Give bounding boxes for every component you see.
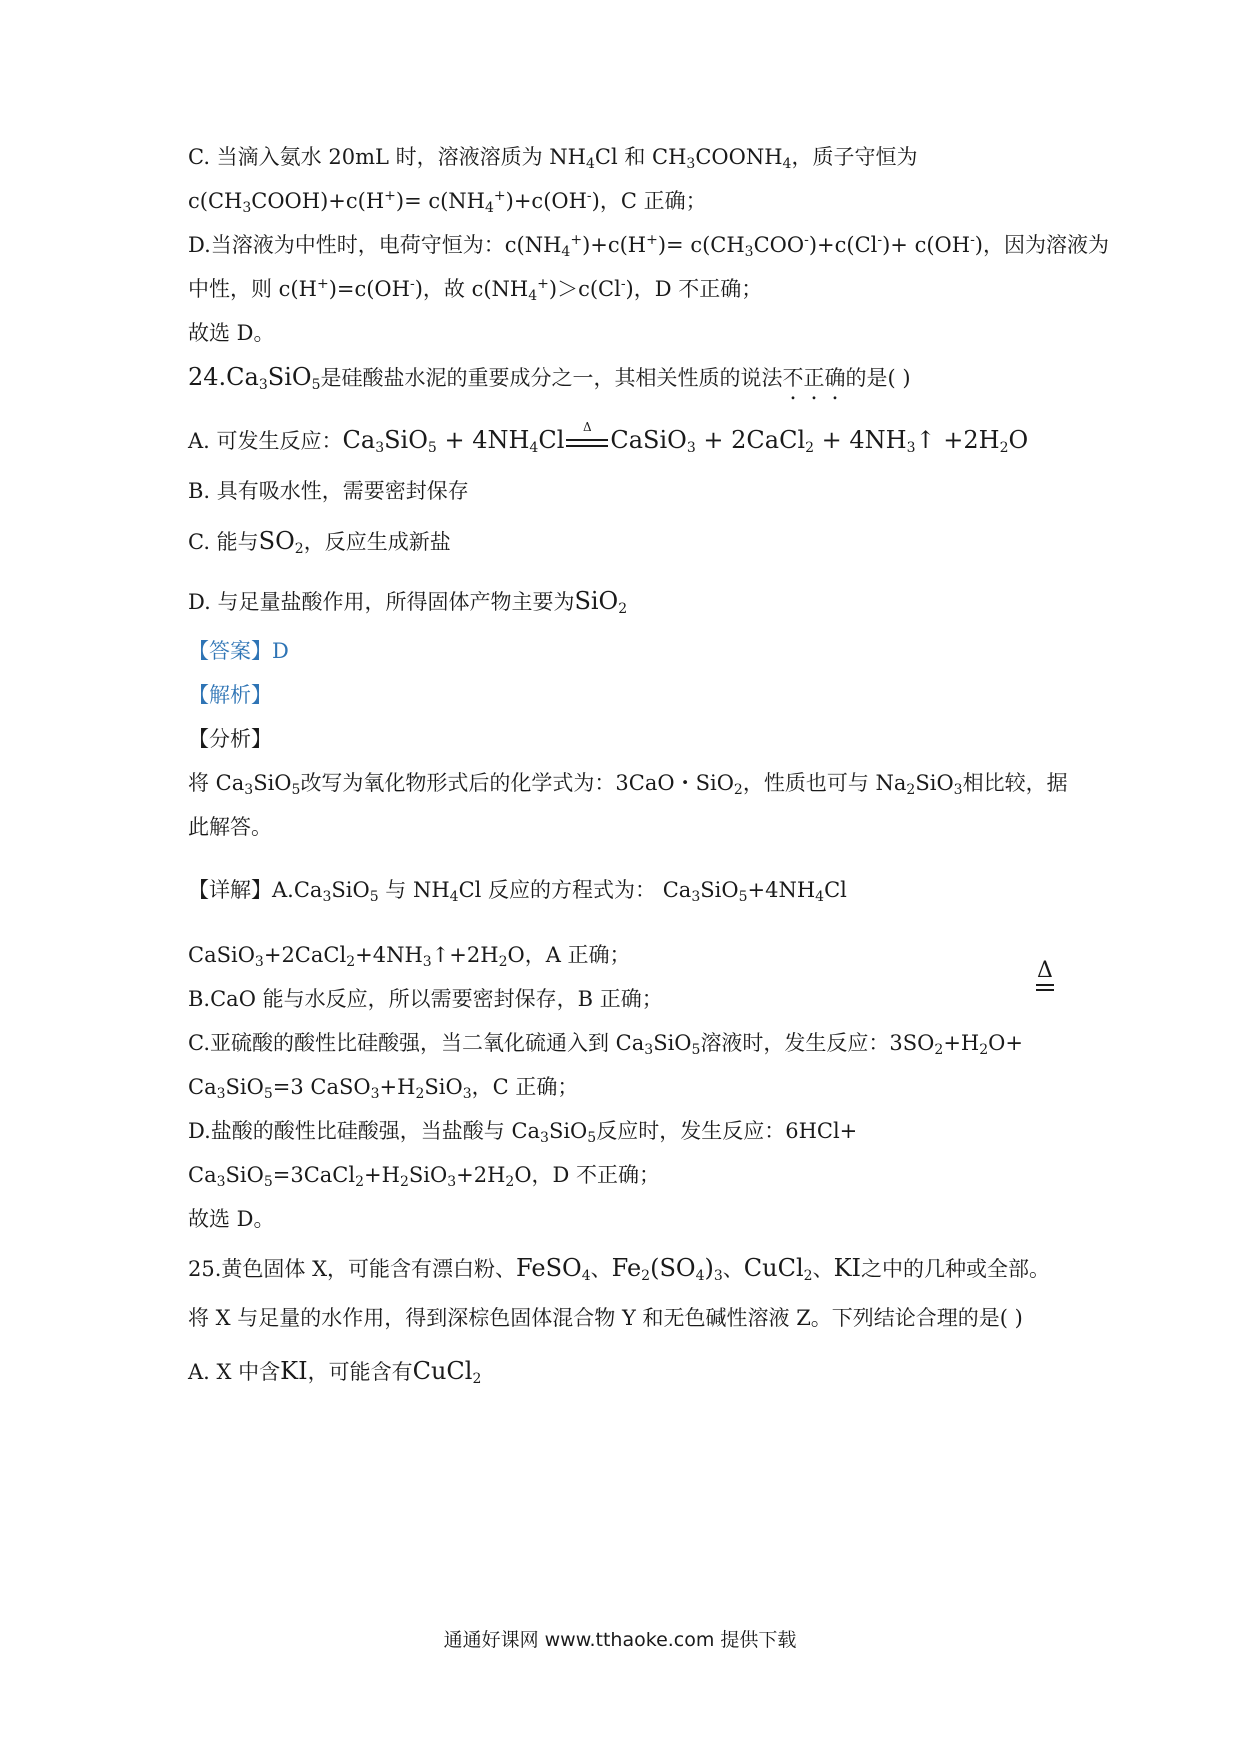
- text: C. 能与: [188, 530, 259, 554]
- text: SiO: [253, 771, 292, 795]
- subscript: 3: [244, 782, 254, 798]
- text: CaSiO: [610, 426, 687, 454]
- text: ，质子守恒为: [791, 145, 918, 169]
- subscript: 4: [815, 889, 825, 905]
- superscript: -: [970, 232, 975, 248]
- text: )＞c(Cl: [548, 277, 621, 301]
- subscript: 3: [422, 954, 432, 970]
- subscript: 3: [375, 440, 385, 456]
- subscript: 4: [529, 440, 539, 456]
- subscript: 3: [906, 440, 916, 456]
- text: =3CaCl: [272, 1163, 356, 1187]
- text: Ca: [342, 426, 376, 454]
- detail-line-c-2: [188, 1072, 578, 1102]
- superscript: +: [316, 276, 329, 292]
- subscript: 3: [462, 1086, 472, 1102]
- subscript: 2: [415, 1086, 425, 1102]
- subscript: 5: [587, 1130, 597, 1146]
- text: O: [1008, 426, 1029, 454]
- subscript: 2: [346, 954, 356, 970]
- detail-line-b: B.CaO 能与水反应，所以需要密封保存，B 正确；: [188, 987, 663, 1011]
- analysis-heading: 【解析】: [188, 683, 272, 707]
- text: C. 当滴入氨水 20mL 时，溶液溶质为 NH: [188, 145, 586, 169]
- subscript: 4: [695, 1268, 705, 1284]
- text: SiO: [225, 1163, 264, 1187]
- subscript: 5: [311, 377, 321, 393]
- subscript: 5: [427, 440, 437, 456]
- subscript: 3: [370, 1086, 380, 1102]
- subscript: 2: [641, 1268, 651, 1284]
- heat-condition: [564, 420, 610, 456]
- text: 中性，则 c(H: [188, 277, 317, 301]
- text: CuCl: [743, 1254, 804, 1282]
- detail-line-2: [188, 940, 631, 970]
- text: c(CH: [188, 189, 243, 213]
- c-explanation-line-2: [188, 186, 707, 216]
- heat-condition-mark: [1036, 960, 1054, 991]
- d-explanation-line-2: [188, 274, 762, 304]
- text: 24.Ca: [188, 363, 259, 391]
- text: O，D 不正确；: [514, 1163, 661, 1187]
- subscript: 2: [498, 954, 508, 970]
- question-25-line-2: 将 X 与足量的水作用，得到深棕色固体混合物 Y 和无色碱性溶液 Z。下列结论合理的是( ): [188, 1306, 1023, 1330]
- subscript: 5: [369, 889, 379, 905]
- text: ，可能含有: [307, 1360, 413, 1384]
- superscript: +: [570, 232, 583, 248]
- d-explanation-line-1: [188, 230, 1109, 260]
- text: D.盐酸的酸性比硅酸强，当盐酸与 Ca: [188, 1119, 541, 1143]
- text: ，性质也可与 Na: [742, 771, 907, 795]
- subscript: 3: [216, 1174, 226, 1190]
- question-24: [188, 362, 911, 393]
- equals-sign: [1036, 984, 1054, 991]
- emphasis-dot-char: 不: [782, 366, 804, 390]
- subscript: 2: [472, 1371, 482, 1387]
- text: + 4NH: [814, 426, 907, 454]
- text: SiO: [424, 1075, 463, 1099]
- subscript: 2: [934, 1042, 944, 1058]
- subscript: 3: [540, 1130, 549, 1146]
- subscript: 2: [399, 1174, 409, 1190]
- subscript: 2: [999, 440, 1009, 456]
- subscript: 3: [322, 889, 332, 905]
- text: ↑ +2H: [915, 426, 1000, 454]
- text: 的是( ): [845, 366, 911, 390]
- subscript: 2: [803, 1268, 813, 1284]
- subscript: 3: [242, 200, 252, 216]
- text: =3 CaSO: [272, 1075, 371, 1099]
- text: Cl 和 CH: [594, 145, 687, 169]
- text: (SO: [650, 1254, 696, 1282]
- text: Ca: [188, 1075, 217, 1099]
- c-explanation-line-1: [188, 142, 917, 172]
- text: + 4NH: [436, 426, 530, 454]
- subscript: 2: [294, 541, 304, 557]
- subscript: 2: [505, 1174, 515, 1190]
- text: SiO: [267, 363, 312, 391]
- subscript: 3: [447, 1174, 457, 1190]
- text: 相比较，据: [962, 771, 1068, 795]
- subscript: 3: [953, 782, 963, 798]
- subscript: 3: [216, 1086, 226, 1102]
- text: SiO: [700, 878, 739, 902]
- text: FeSO: [516, 1254, 582, 1282]
- text: Fe: [611, 1254, 642, 1282]
- delta-symbol: Δ: [583, 420, 592, 434]
- subscript: 4: [782, 156, 792, 172]
- answer-line: 【答案】D: [188, 639, 289, 663]
- text: )+c(OH: [505, 189, 587, 213]
- superscript: -: [877, 232, 883, 248]
- text: )+ c(OH: [882, 233, 971, 257]
- subscript: 5: [291, 782, 301, 798]
- text: )= c(NH: [395, 189, 485, 213]
- text: A. 可发生反应：: [188, 429, 343, 453]
- text: ，反应生成新盐: [303, 530, 451, 554]
- subscript: 3: [744, 244, 754, 260]
- subscript: 3: [713, 1268, 723, 1284]
- option-c: [188, 526, 451, 557]
- text: +4NH: [747, 878, 816, 902]
- subscript: 4: [581, 1268, 591, 1284]
- text: )，故 c(NH: [414, 277, 529, 301]
- text: SiO: [331, 878, 370, 902]
- detail-line-c-1: [188, 1028, 1023, 1058]
- text: 、: [722, 1257, 744, 1281]
- subscript: 2: [733, 782, 743, 798]
- text: 之中的几种或全部。: [861, 1257, 1050, 1281]
- text: CuCl: [412, 1357, 473, 1385]
- subscript: 3: [644, 1042, 654, 1058]
- subscript: 3: [686, 156, 696, 172]
- subscript: 4: [528, 288, 538, 304]
- text: SiO: [653, 1031, 692, 1055]
- text: 与 NH: [378, 878, 450, 902]
- superscript: -: [409, 276, 415, 292]
- text: 将 Ca: [188, 771, 245, 795]
- superscript: +: [493, 188, 506, 204]
- superscript: -: [620, 276, 626, 292]
- subscript: 3: [258, 377, 268, 393]
- subscript: 5: [691, 1042, 701, 1058]
- text: SiO: [384, 426, 428, 454]
- superscript: -: [804, 232, 809, 248]
- text: SiO: [408, 1163, 448, 1187]
- option-b: B. 具有吸水性，需要密封保存: [188, 479, 469, 503]
- subscript: 2: [979, 1042, 989, 1058]
- text: +H: [364, 1163, 400, 1187]
- text: A. X 中含: [188, 1360, 281, 1384]
- text: KI: [280, 1357, 308, 1385]
- text: COO: [753, 233, 805, 257]
- subscript: 4: [449, 889, 459, 905]
- conclusion-line-1: 故选 D。: [188, 321, 275, 345]
- text: Ca: [188, 1163, 217, 1187]
- text: COOH)+c(H: [251, 189, 385, 213]
- text: +4NH: [355, 943, 423, 967]
- subscript: 3: [686, 440, 696, 456]
- text: 溶液时，发生反应：3SO: [700, 1031, 935, 1055]
- text: 改写为氧化物形式后的化学式为：3CaO・SiO: [300, 771, 734, 795]
- text: ↑+2H: [431, 943, 499, 967]
- text: )+c(H: [582, 233, 647, 257]
- subscript: 2: [618, 601, 628, 617]
- subscript: 5: [263, 1086, 273, 1102]
- emphasis-dot-char: 正: [803, 366, 825, 390]
- superscript: +: [384, 188, 396, 204]
- text: D.当溶液为中性时，电荷守恒为：c(NH: [188, 233, 562, 257]
- subscript: 4: [484, 200, 494, 216]
- text: +H: [943, 1031, 980, 1055]
- text: )+c(Cl: [808, 233, 878, 257]
- text: )，D 不正确；: [625, 277, 763, 301]
- text: Cl 反应的方程式为： Ca: [458, 878, 692, 902]
- subscript: 2: [805, 440, 815, 456]
- text: C.亚硫酸的酸性比硅酸强，当二氧化硫通入到 Ca: [188, 1031, 645, 1055]
- subscript: 2: [906, 782, 916, 798]
- text: )= c(CH: [657, 233, 745, 257]
- superscript: +: [537, 276, 549, 292]
- subscript: 2: [355, 1174, 365, 1190]
- text: KI: [833, 1254, 861, 1282]
- fenxi-heading: 【分析】: [188, 727, 272, 751]
- superscript: -: [586, 188, 592, 204]
- text: Cl: [538, 426, 565, 454]
- text: +2H: [456, 1163, 506, 1187]
- conclusion-line-2: 故选 D。: [188, 1207, 275, 1231]
- text: SO: [258, 527, 295, 555]
- text: + 2CaCl: [695, 426, 806, 454]
- text: 【详解】A.Ca: [188, 878, 323, 902]
- text: +2CaCl: [263, 943, 347, 967]
- fenxi-line-1: [188, 768, 1068, 798]
- detail-line-d-2: [188, 1160, 660, 1190]
- text: +H: [379, 1075, 416, 1099]
- question-25-option-a: [188, 1356, 481, 1387]
- text: ，C 正确；: [471, 1075, 579, 1099]
- text: SiO: [225, 1075, 264, 1099]
- text: O+: [988, 1031, 1023, 1055]
- text: SiO: [915, 771, 954, 795]
- subscript: 5: [263, 1174, 273, 1190]
- text: 反应时，发生反应：6HCl+: [596, 1119, 858, 1143]
- text: D. 与足量盐酸作用，所得固体产物主要为: [188, 590, 575, 614]
- text: Cl: [824, 878, 847, 902]
- option-d: [188, 586, 627, 617]
- delta-symbol: Δ: [1037, 958, 1053, 983]
- subscript: 3: [254, 954, 264, 970]
- text: SiO: [574, 587, 619, 615]
- text: 、: [812, 1257, 834, 1281]
- text: )，因为溶液为: [974, 233, 1109, 257]
- detail-line-1: [188, 875, 847, 905]
- text: 是硅酸盐水泥的重要成分之一，其相关性质的说法: [320, 366, 783, 390]
- option-a: [188, 420, 1029, 456]
- subscript: 3: [691, 889, 701, 905]
- text: ): [704, 1254, 714, 1282]
- text: 、: [590, 1257, 612, 1281]
- text: COONH: [695, 145, 783, 169]
- question-25-line-1: [188, 1253, 1050, 1284]
- text: SiO: [548, 1119, 588, 1143]
- text: 25.黄色固体 X，可能含有漂白粉、: [188, 1257, 517, 1281]
- subscript: 5: [738, 889, 748, 905]
- subscript: 4: [561, 244, 571, 260]
- detail-line-d-1: [188, 1116, 857, 1146]
- text: O，A 正确；: [507, 943, 631, 967]
- fenxi-line-2: 此解答。: [188, 815, 272, 839]
- text: CaSiO: [188, 943, 255, 967]
- subscript: 4: [585, 156, 595, 172]
- page-footer: 通通好课网 www.tthaoke.com 提供下载: [443, 1629, 797, 1651]
- text: )=c(OH: [328, 277, 410, 301]
- emphasis-dot-char: 确: [824, 366, 846, 390]
- text: )，C 正确；: [591, 189, 707, 213]
- superscript: +: [646, 232, 658, 248]
